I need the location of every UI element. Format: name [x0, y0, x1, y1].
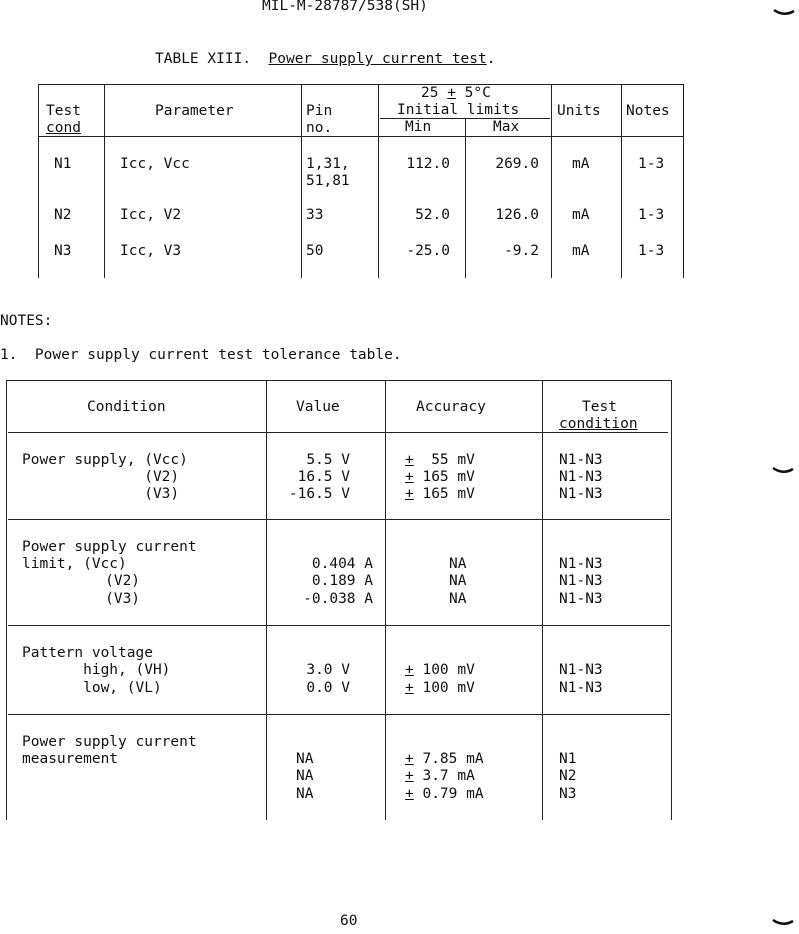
- header-max: Max: [493, 119, 520, 135]
- accuracy-value: 3.7 mA: [413, 768, 475, 784]
- table-top-rule: [6, 380, 671, 381]
- cell-notes: 1-3: [638, 156, 665, 172]
- table-divider: [104, 84, 105, 278]
- condition-line: (V3): [44, 591, 141, 607]
- accuracy-value: 100 mV: [413, 662, 475, 678]
- accuracy-cell: [405, 768, 475, 785]
- table-divider: [301, 84, 302, 278]
- value-cell: -16.5 V: [288, 486, 350, 502]
- cell-pin: 33: [306, 207, 324, 223]
- header-pin: Pin: [306, 103, 333, 119]
- cell-max: -9.2: [504, 243, 539, 259]
- cell-units: mA: [572, 207, 590, 223]
- note-1: 1. Power supply current test tolerance table.: [0, 347, 402, 363]
- cell-min: -25.0: [406, 243, 450, 259]
- cell-notes: 1-3: [638, 243, 665, 259]
- plus-minus-icon: +: [405, 786, 414, 802]
- accuracy-value: 165 mV: [413, 469, 475, 485]
- test-condition-cell: N1-N3: [559, 680, 603, 696]
- header-test-cond: Test: [46, 103, 81, 119]
- header-units: Units: [557, 103, 601, 119]
- value-cell: NA: [296, 751, 314, 767]
- value-cell: -0.038 A: [303, 591, 373, 607]
- condition-line: limit, (Vcc): [22, 556, 127, 572]
- notes-heading: NOTES:: [0, 313, 53, 329]
- plus-minus-icon: +: [405, 662, 414, 678]
- test-condition-cell: N1-N3: [559, 486, 603, 502]
- accuracy-cell: [405, 786, 484, 803]
- page-number: 60: [340, 913, 358, 929]
- value-cell: 0.404 A: [311, 556, 373, 572]
- table-caption-title: Power supply current test: [268, 51, 487, 67]
- accuracy-cell: [405, 452, 475, 469]
- header-parameter: Parameter: [155, 103, 234, 119]
- plus-minus-icon: +: [447, 85, 456, 101]
- value-cell: NA: [296, 768, 314, 784]
- cell-units: mA: [572, 156, 590, 172]
- test-condition-cell: N1-N3: [559, 452, 603, 468]
- cell-pin: 51,81: [306, 173, 350, 189]
- test-condition-cell: N1-N3: [559, 591, 603, 607]
- test-condition-cell: N1-N3: [559, 556, 603, 572]
- header-test: Test: [582, 399, 617, 415]
- cell-max: 269.0: [495, 156, 539, 172]
- cell-param: Icc, V3: [120, 243, 182, 259]
- cell-param: Icc, V2: [120, 207, 182, 223]
- condition-line: Power supply, (Vcc): [22, 452, 188, 468]
- plus-minus-icon: +: [405, 486, 414, 502]
- accuracy-value: 0.79 mA: [413, 786, 484, 802]
- table-border: [6, 380, 7, 820]
- accuracy-cell: NA: [449, 591, 467, 607]
- temp-value: 25: [421, 85, 448, 101]
- table-caption: [155, 51, 495, 68]
- cell-min: 52.0: [415, 207, 450, 223]
- condition-line: Power supply current: [22, 539, 197, 555]
- test-condition-cell: N2: [559, 768, 577, 784]
- header-notes: Notes: [626, 103, 670, 119]
- header-condition: Condition: [87, 399, 166, 415]
- test-condition-cell: N1: [559, 751, 577, 767]
- plus-minus-icon: +: [405, 768, 414, 784]
- table-border: [683, 84, 684, 278]
- cell-cond: N1: [54, 156, 72, 172]
- accuracy-cell: [405, 486, 475, 503]
- group-rule: [8, 714, 670, 715]
- cell-notes: 1-3: [638, 207, 665, 223]
- test-condition-cell: N1-N3: [559, 662, 603, 678]
- plus-minus-icon: +: [405, 751, 414, 767]
- condition-line: low, (VL): [22, 680, 162, 696]
- table-border: [671, 380, 672, 820]
- header-value: Value: [296, 399, 340, 415]
- test-condition-cell: N1-N3: [559, 573, 603, 589]
- plus-minus-icon: +: [405, 680, 414, 696]
- binding-mark-icon: [773, 8, 795, 18]
- temp-tolerance: 5°C: [455, 85, 491, 101]
- accuracy-value: 7.85 mA: [413, 751, 484, 767]
- cell-min: 112.0: [406, 156, 450, 172]
- value-cell: NA: [296, 786, 314, 802]
- accuracy-cell: NA: [449, 573, 467, 589]
- header-initial-limits: Initial limits: [397, 102, 520, 118]
- cell-max: 126.0: [495, 207, 539, 223]
- table-caption-number: TABLE XIII.: [155, 51, 252, 67]
- cell-cond: N2: [54, 207, 72, 223]
- condition-line: Pattern voltage: [22, 645, 153, 661]
- header-test-cond: cond: [46, 120, 81, 136]
- binding-mark-icon: [772, 918, 794, 928]
- accuracy-cell: NA: [449, 556, 467, 572]
- condition-line: (V2): [22, 469, 180, 485]
- document-number: MIL-M-28787/538(SH): [262, 0, 428, 14]
- value-cell: 3.0 V: [306, 662, 350, 678]
- cell-pin: 50: [306, 243, 324, 259]
- cell-pin: 1,31,: [306, 156, 350, 172]
- accuracy-cell: [405, 680, 475, 697]
- group-rule: [8, 625, 670, 626]
- condition-line: measurement: [22, 751, 119, 767]
- value-cell: 0.0 V: [306, 680, 350, 696]
- value-cell: 16.5 V: [297, 469, 350, 485]
- cell-cond: N3: [54, 243, 72, 259]
- group-rule: [8, 519, 670, 520]
- accuracy-cell: [405, 469, 475, 486]
- plus-minus-icon: +: [405, 452, 414, 468]
- condition-line: Power supply current: [22, 734, 197, 750]
- value-cell: 0.189 A: [311, 573, 373, 589]
- table-divider: [551, 84, 552, 278]
- binding-mark-icon: [772, 466, 794, 476]
- cell-units: mA: [572, 243, 590, 259]
- table-divider: [385, 380, 386, 820]
- table-header-rule: [38, 136, 684, 137]
- header-pin: no.: [306, 120, 333, 136]
- condition-line: high, (VH): [22, 662, 171, 678]
- plus-minus-icon: +: [405, 469, 414, 485]
- table-divider: [542, 380, 543, 820]
- value-cell: 5.5 V: [306, 452, 350, 468]
- condition-line: (V2): [44, 573, 141, 589]
- accuracy-cell: [405, 662, 475, 679]
- header-test-condition: condition: [559, 416, 638, 432]
- caption-period: .: [486, 51, 496, 67]
- accuracy-value: 55 mV: [413, 452, 475, 468]
- header-accuracy: Accuracy: [416, 399, 486, 415]
- test-condition-cell: N1-N3: [559, 469, 603, 485]
- accuracy-cell: [405, 751, 484, 768]
- condition-line: (V3): [22, 486, 180, 502]
- table-top-rule: [38, 84, 684, 85]
- header-temperature: [421, 85, 491, 102]
- cell-param: Icc, Vcc: [120, 156, 190, 172]
- accuracy-value: 165 mV: [413, 486, 475, 502]
- header-min: Min: [405, 119, 432, 135]
- test-condition-cell: N3: [559, 786, 577, 802]
- table-divider: [621, 84, 622, 278]
- table-border: [38, 84, 39, 278]
- accuracy-value: 100 mV: [413, 680, 475, 696]
